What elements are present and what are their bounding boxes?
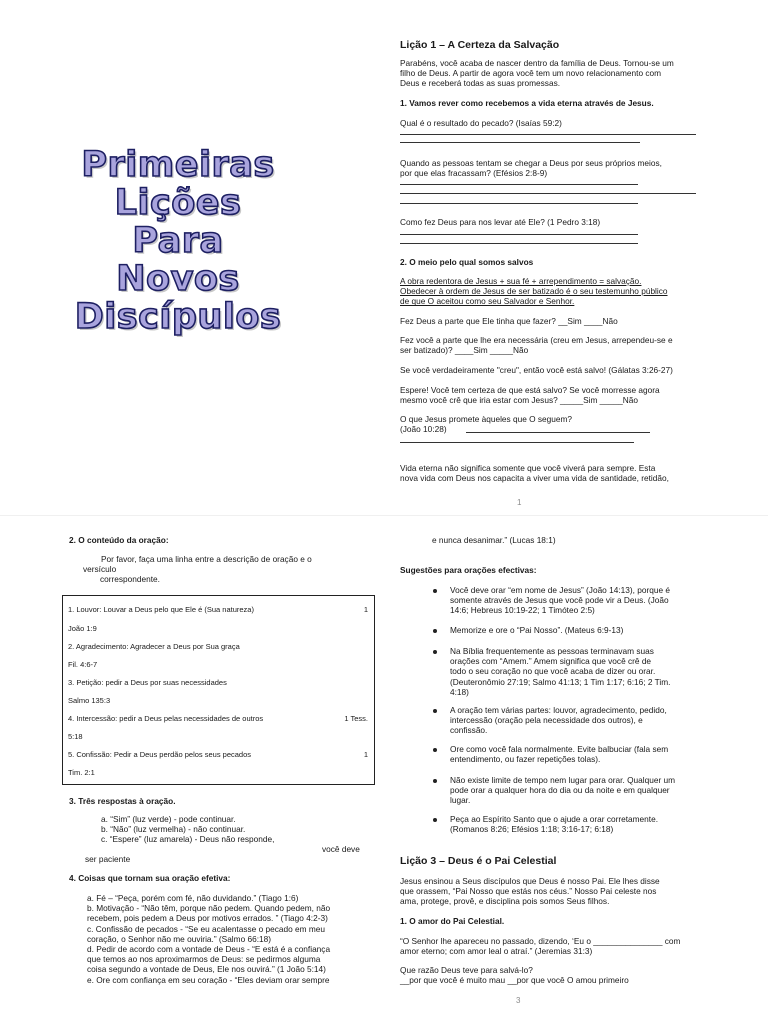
cover-title [28,146,328,346]
row-ref: 1 Tess. [344,714,368,723]
lesson1-intro [400,58,674,89]
text-line: Vida eterna não significa somente que você viverá para sempre. Esta [400,463,656,473]
lesson3-section1-heading: 1. O amor do Pai Celestial. [400,916,505,926]
bullet-icon [433,779,437,783]
list-item: b. “Não” (luz vermelha) - não continuar. [101,824,246,835]
text-line: Jesus ensinou a Seus discípulos que Deus é nosso Pai. Ele lhes disse [400,876,660,886]
page-divider [0,515,768,516]
lesson1-q7 [400,385,660,405]
matching-row: Fil. 4:6-7 [68,660,98,669]
text-line: 4:18) [450,686,469,697]
text-line: ser paciente [85,854,131,864]
lesson1-closing [400,463,669,483]
lesson1-q5 [400,335,673,355]
row-text: 1. Louvor: Louvar a Deus pelo que Ele é (Sua natureza) [68,605,254,614]
matching-row [68,605,368,615]
text-line: por que elas fracassam? (Efésios 2:8-9) [400,168,548,179]
text-line: Quando as pessoas tentam se chegar a Deus por seus próprios meios, [400,158,662,168]
matching-row: Tim. 2:1 [68,768,95,777]
list-item: c. “Espere” (luz amarela) - Deus não responde, [101,834,275,845]
lesson1-section2-text [400,276,668,307]
suggestion-item [450,705,667,736]
lesson3-title: Lição 3 – Deus é o Pai Celestial [400,855,557,867]
text-line: (Deuteronômio 27:19; Salmo 41:13; 1 Tim 1:17; 6:16; 2 Tim. [450,676,671,687]
list-item: c. Confissão de pecados - “Se eu acalentasse o pecado em meu [87,923,325,934]
matching-row [68,714,368,724]
matching-row: 3. Petição: pedir a Deus por suas necessidades [68,678,227,687]
bullet-icon [433,709,437,713]
lesson3-intro [400,876,660,907]
text-line: Memorize e ore o “Pai Nosso”. (Mateus 6:9-13) [450,625,624,635]
effective-prayer-list [87,893,330,985]
matching-row: Salmo 135:3 [68,696,111,705]
prayer-section2-heading: 2. O conteúdo da oração: [69,535,169,545]
continued-text: e nunca desanimar.” (Lucas 18:1) [432,535,556,545]
answer-line [400,243,638,244]
bullet-icon [433,629,437,633]
text-line: O que Jesus promete àqueles que O seguem? [400,414,573,424]
answer-line [400,203,638,204]
lesson1-q4: Fez Deus a parte que Ele tinha que fazer? __Sim ____Não [400,316,618,326]
text-line: Peça ao Espírito Santo que o ajude a orar corretamente. [450,814,659,824]
text-line: “O Senhor lhe apareceu no passado, dizendo, ‘Eu o _______________ com [400,936,681,946]
text-line: mesmo você crê que iria estar com Jesus? _____Sim _____Não [400,395,638,406]
lesson1-q3: Como fez Deus para nos levar até Ele? (1 Pedro 3:18) [400,217,601,227]
list-item: coisa segundo a vontade de Deus, Ele nos ouvirá.” (1 João 5:14) [87,964,326,975]
cover-title-line: Para [132,221,224,261]
suggestion-item [450,744,668,764]
text-line: A oração tem várias partes: louvor, agradecimento, pedido, [450,705,667,715]
text-line: (Romanos 8:26; Efésios 1:18; 3:16-17; 6:18) [450,824,614,835]
text-line: de que O aceitou como seu Salvador e Senhor. [400,296,575,307]
text-line: (João 10:28) [400,424,447,435]
bullet-icon [433,748,437,752]
text-line: Parabéns, você acaba de nascer dentro da família de Deus. Tornou-se um [400,58,674,68]
answer-line [400,234,638,235]
text-line: Que razão Deus teve para salvá-lo? [400,965,533,975]
text-line: nova vida com Deus nos capacita a viver uma vida de santidade, retidão, [400,473,669,484]
text-line: ama, protege, provê, e disciplina pois somos Seus filhos. [400,896,610,907]
text-line: Ore como você fala normalmente. Evite balbuciar (fala sem [450,744,669,754]
text-line: entendimento, ou fazer repetições tolas). [450,754,601,765]
text-line: ser batizado)? ____Sim _____Não [400,345,529,356]
suggestion-item [450,625,623,635]
text-line: Fez você a parte que lhe era necessária (creu em Jesus, arrependeu-se e [400,335,673,345]
cover-title-line: Primeiras [81,145,275,185]
text-line: que orassem, “Pai Nosso que estás nos céus.” Nosso Pai celeste nos [400,886,657,897]
suggestion-item [450,814,658,834]
row-ref: 1 [363,750,368,759]
lesson1-section2-heading: 2. O meio pelo qual somos salvos [400,257,534,267]
three-answers-list [101,814,274,845]
text-line: A obra redentora de Jesus + sua fé + arrependimento = salvação. [400,276,642,286]
bullet-icon [433,589,437,593]
text-line: pode orar a qualquer hora do dia ou da noite e em qualquer [450,785,670,796]
list-item: a. “Sim” (luz verde) - pode continuar. [101,814,236,824]
matching-box [62,595,375,785]
lesson3-q1 [400,936,680,956]
text-line: Você deve orar “em nome de Jesus” (João 14:13), porque é [450,585,670,595]
prayer-section4-heading: 4. Coisas que tornam sua oração efetiva: [69,873,231,883]
text-line: Deus e receberá todas as suas promessas. [400,78,561,89]
row-text: 5. Confissão: Pedir a Deus perdão pelos seus pecados [68,750,252,759]
text-line: orações com “Amem.” Amem significa que você crê de [450,656,652,667]
text-line: confissão. [450,725,488,736]
text-line: versículo [83,564,117,575]
list-item: e. Ore com confiança em seu coração - “Eles deviam orar sempre [87,974,330,985]
text-line: __por que você é muito mau __por que você O amou primeiro [400,975,629,986]
text-line: amor eterno; com amor leal o atraí.” (Jeremias 31:3) [400,946,593,957]
lesson3-q2 [400,965,629,985]
answer-line [400,134,696,135]
page-number: 1 [517,498,522,507]
text-line: lugar. [450,795,471,806]
suggestions-heading: Sugestões para orações efectivas: [400,565,537,575]
prayer-instructions [83,554,312,585]
lesson1-q2 [400,158,662,178]
page-number: 3 [516,996,521,1005]
text-line: você deve [322,844,360,854]
cover-title-line: Discípulos [74,297,282,337]
list-item: recebem, pois pedem a Deus por motivos errados. ” (Tiago 4:2-3) [87,913,328,924]
text-line: correspondente. [100,574,160,585]
list-item: que temos ao nos aproximarmos de Deus: se pedirmos alguma [87,954,321,965]
bullet-icon [433,650,437,654]
list-item: b. Motivação - “Não têm, porque não pedem. Quando pedem, não [87,903,331,914]
prayer-section3-heading: 3. Três respostas à oração. [69,796,176,806]
list-item: d. Pedir de acordo com a vontade de Deus - “E está é a confiança [87,944,331,955]
text-line: somente através de Jesus que você pode vir a Deus. (João [450,595,669,606]
text-line: Por favor, faça uma linha entre a descrição de oração e o [101,554,312,564]
text-line: filho de Deus. A partir de agora você tem um novo relacionamento com [400,68,662,79]
cover-title-line: Novos [116,259,240,299]
text-line: Na Bíblia frequentemente as pessoas terminavam suas [450,646,654,656]
matching-row: 5:18 [68,732,83,741]
row-text: 4. Intercessão: pedir a Deus pelas necessidades de outros [68,714,264,723]
suggestion-item [450,646,670,697]
text-line: 14:6; Hebreus 10:19-22; 1 Timóteo 2:5) [450,605,595,616]
text-line: intercessão (oração pela necessidade dos outros), e [450,715,643,726]
matching-row [68,750,368,760]
suggestion-item [450,775,675,806]
row-ref: 1 [363,605,368,614]
answer-line [400,442,634,443]
lesson1-title: Lição 1 – A Certeza da Salvação [400,39,560,51]
answer-line [400,184,638,185]
lesson1-section1-heading: 1. Vamos rever como recebemos a vida eterna através de Jesus. [400,98,654,108]
answer-line [400,142,640,143]
text-line: Não existe limite de tempo nem lugar para orar. Qualquer um [450,775,676,785]
list-item: a. Fé – “Peça, porém com fé, não duvidando.” (Tiago 1:6) [87,893,299,903]
answer-line [400,193,696,194]
bullet-icon [433,818,437,822]
lesson1-q6: Se você verdadeiramente "creu", então você está salvo! (Gálatas 3:26-27) [400,365,673,375]
answer-line [466,432,650,433]
text-line: todo o seu coração no que você acaba de dizer ou orar. [450,666,656,677]
text-line: Espere! Você tem certeza de que está salvo? Se você morresse agora [400,385,660,395]
cover-title-line: Lições [114,183,242,223]
suggestion-item [450,585,670,616]
lesson1-q1: Qual é o resultado do pecado? (Isaías 59:2) [400,118,562,128]
matching-row: João 1:9 [68,624,97,633]
list-item: coração, o Senhor não me ouviria.” (Salmo 66:18) [87,933,272,944]
matching-row: 2. Agradecimento: Agradecer a Deus por Sua graça [68,642,240,651]
text-line: Obedecer à ordem de Jesus de ser batizado é o seu testemunho público [400,286,668,297]
